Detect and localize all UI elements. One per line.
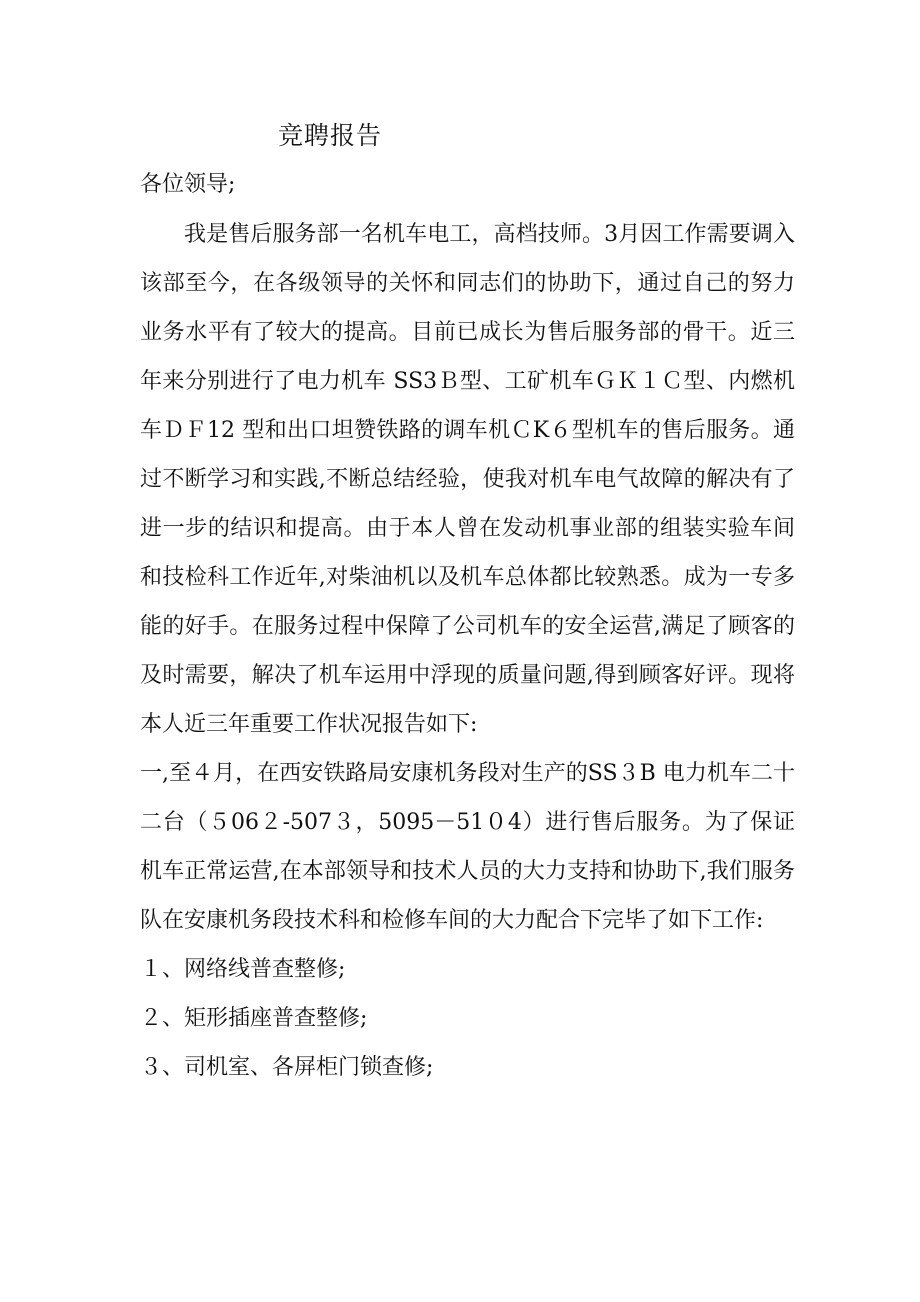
paragraph-intro: 我是售后服务部一名机车电工，高档技师。3月因工作需要调入该部至今，在各级领导的关怀和同志们的协助下，通过自己的努力业务水平有了较大的提高。目前已成长为售后服务部的骨干。近三年来分别进行了电力机车 SS3Ｂ型、工矿机车ＧＫ１Ｃ型、内燃机车ＤＦ12 型和出口坦赞铁路的调车机ＣK６型机车的售后服务。通过不断学习和实践,不断总结经验，使我对机车电气故障的解决有了进一步的结识和提高。由于本人曾在发动机事业部的组装实验车间和技检科工作近年,对柴油机以及机车总体都比较熟悉。成为一专多能的好手。在服务过程中保障了公司机车的安全运营,满足了顾客的及时需要，解决了机车运用中浮现的质量问题,得到顾客好评。现将本人近三年重要工作状况报告如下:	[140, 222, 795, 737]
document-body	[140, 210, 795, 1092]
salutation: 各位领导;	[140, 172, 236, 197]
document-title: 竞聘报告	[278, 121, 383, 150]
list-item: ３、司机室、各屏柜门锁查修;	[140, 1055, 434, 1080]
list-item: １、网络线普查整修;	[140, 957, 346, 982]
paragraph-section-one: 一,至４月，在西安铁路局安康机务段对生产的SS３B 电力机车二十二台（５06２-507３，5095－51０4）进行售后服务。为了保证机车正常运营,在本部领导和技术人员的大力支持和协助下,我们服务队在安康机务段技术科和检修车间的大力配合下完毕了如下工作:	[140, 761, 795, 933]
list-item: ２、矩形插座普查整修;	[140, 1006, 368, 1031]
work-item-list	[140, 945, 795, 1092]
